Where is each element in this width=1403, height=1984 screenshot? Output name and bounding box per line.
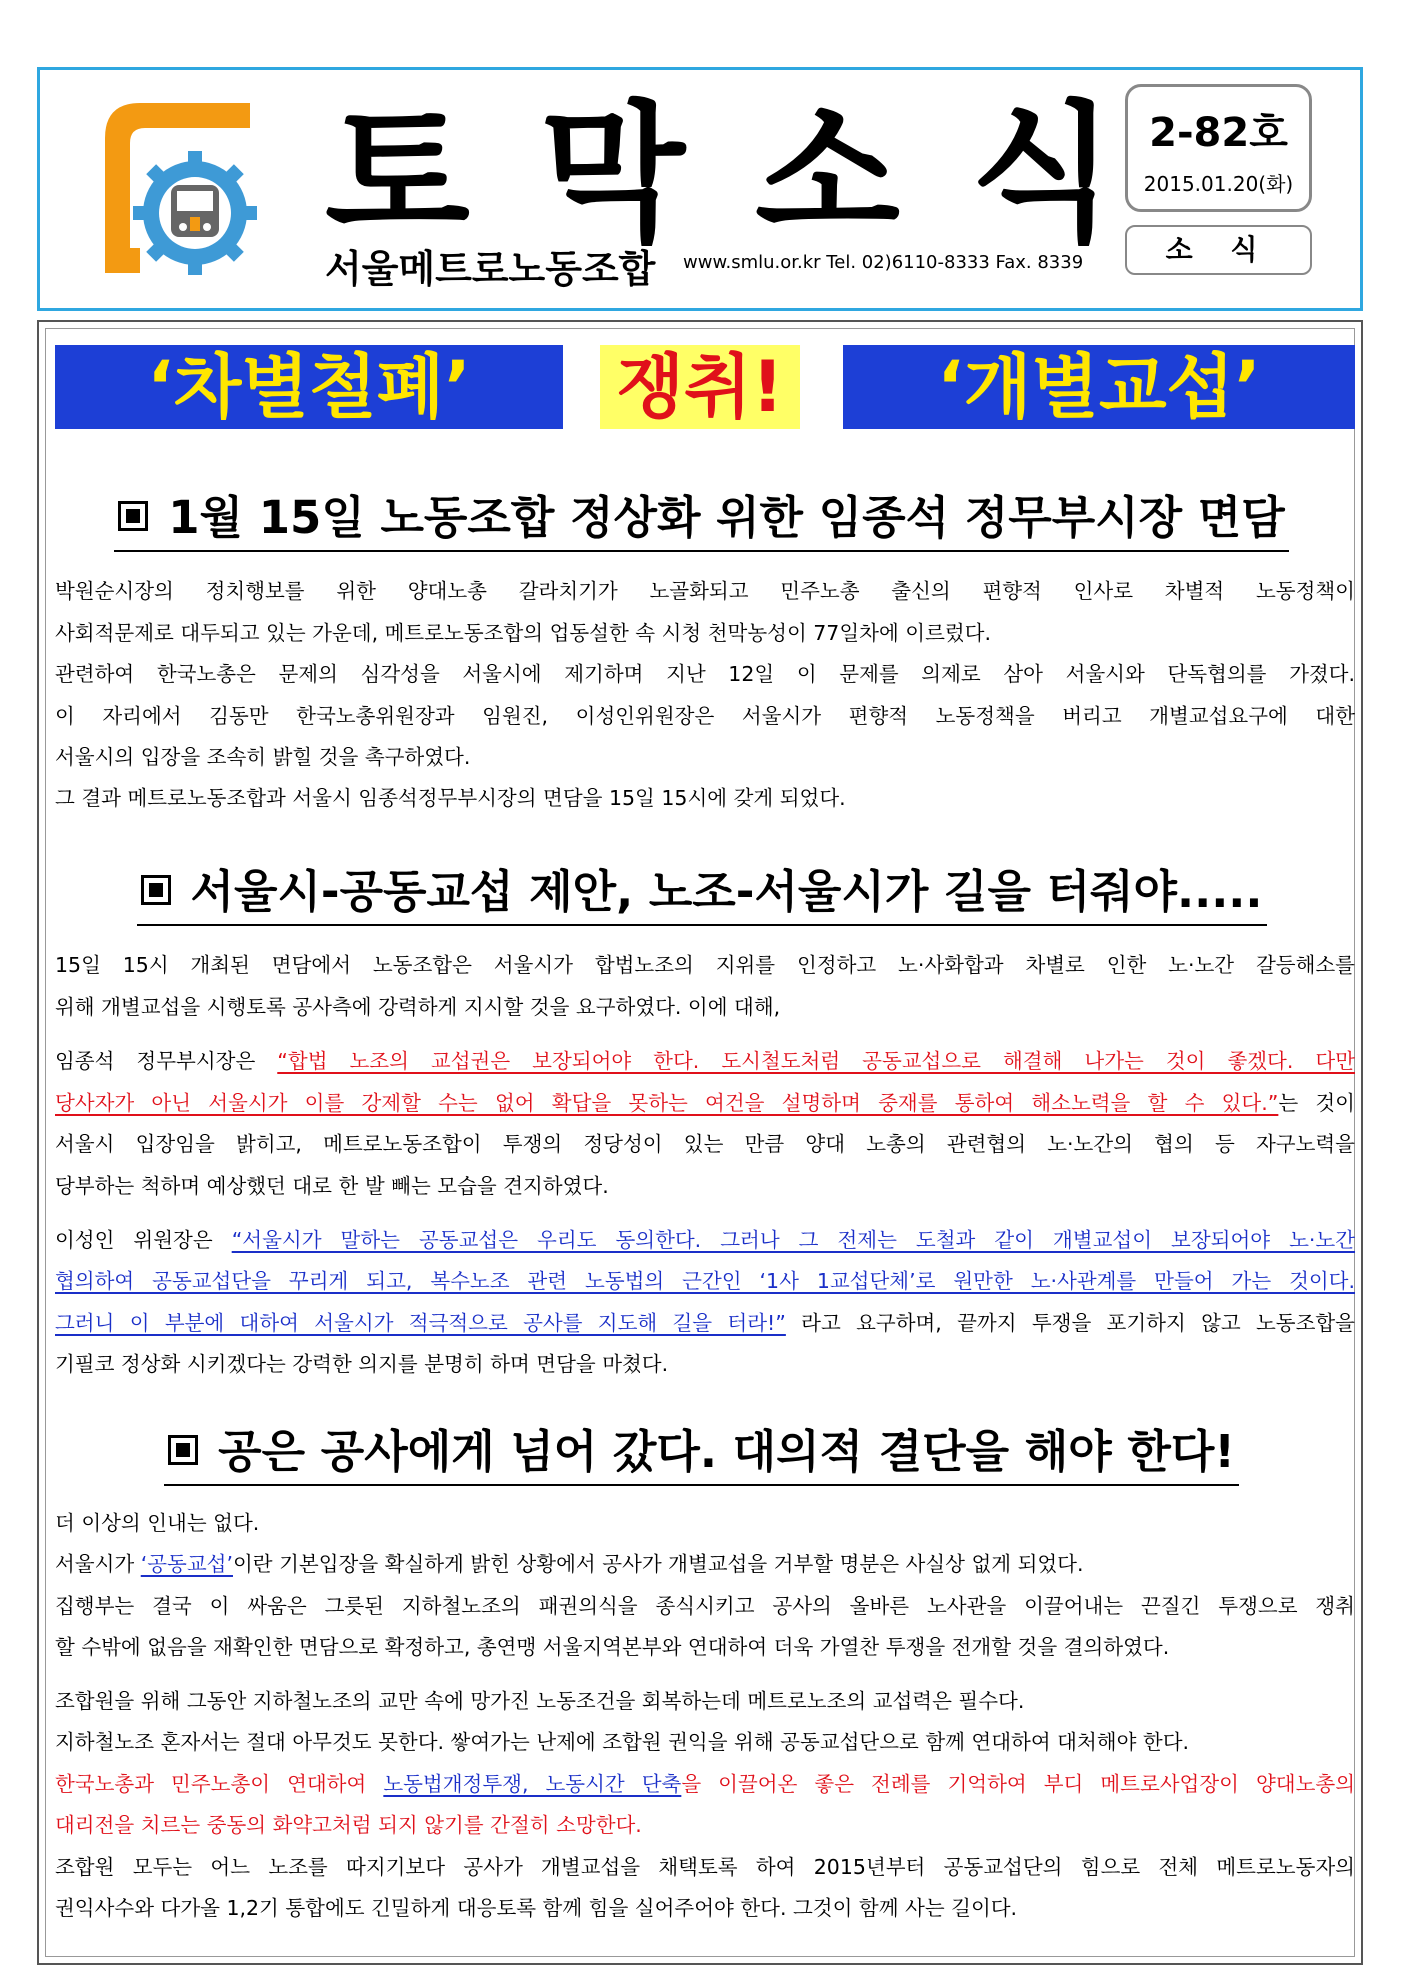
banner-middle: 쟁취! [600,345,800,429]
section3-line: 집행부는 결국 이 싸움은 그릇된 지하철노조의 패권의식을 종식시키고 공사의 올바른 노사관을 이끌어내는 끈질긴 투쟁으로 쟁취 [55,1594,1355,1618]
section3-line: 권익사수와 다가올 1,2기 통합에도 긴밀하게 대응토록 함께 힘을 실어주어야 한다. 그것이 함께 사는 길이다. [55,1896,1018,1920]
section2-quote-line: 임종석 정무부시장은 “합법 노조의 교섭권은 보장되어야 한다. 도시철도처럼 공동교섭으로 해결해 나가는 것이 좋겠다. 다만 [55,1049,1355,1073]
section3-line: 더 이상의 인내는 없다. [55,1511,260,1535]
subway-gear-logo-icon [100,98,260,288]
section2-quote-line: 당사자가 아닌 서울시가 이를 강제할 수는 없어 확답을 못하는 여건을 설명하며 중재를 통하여 해소노력을 할 수 있다.”는 것이 [55,1091,1355,1115]
section3-line: 조합원을 위해 그동안 지하철노조의 교만 속에 망가진 노동조건을 회복하는데 메트로노조의 교섭력은 필수다. [55,1689,1025,1713]
section3-line: 서울시가 ‘공동교섭’이란 기본입장을 확실하게 밝힌 상황에서 공사가 개별교섭을 거부할 명분은 사실상 없게 되었다. [55,1552,1084,1576]
section2-line: 서울시 입장임을 밝히고, 메트로노동조합이 투쟁의 정당성이 있는 만큼 양대 노총의 관련협의 노·노간의 협의 등 자구노력을 [55,1132,1355,1156]
title-char: 토 [325,88,470,262]
section1-line: 서울시의 입장을 조속히 밝힐 것을 촉구하였다. [55,745,471,769]
issue-type: 소 식 [1125,225,1312,275]
masthead [37,67,1363,311]
section2-line: 15일 15시 개최된 면담에서 노동조합은 서울시가 합법노조의 지위를 인정하고 노·사화합과 차별로 인한 노·노간 갈등해소를 [55,953,1355,977]
title-char: 소 [755,88,900,262]
section3-line: 지하철노조 혼자서는 절대 아무것도 못한다. 쌓여가는 난제에 조합원 권익을 위해 공동교섭단으로 함께 연대하여 대처해야 한다. [55,1730,1190,1754]
section2-line: 위해 개별교섭을 시행토록 공사측에 강력하게 지시할 것을 요구하였다. 이에 대해, [55,995,781,1019]
square-bullet-icon [141,875,171,905]
section3-line: 할 수밖에 없음을 재확인한 면담으로 확정하고, 총연맹 서울지역본부와 연대하여 더욱 가열찬 투쟁을 전개할 것을 결의하였다. [55,1635,1170,1659]
section2-heading: 서울시-공동교섭 제안, 노조-서울시가 길을 터줘야..... [0,862,1403,926]
section1-line: 이 자리에서 김동만 한국노총위원장과 임원진, 이성인위원장은 서울시가 편향적 노동정책을 버리고 개별교섭요구에 대한 [55,704,1355,728]
section3-line: 조합원 모두는 어느 노조를 따지기보다 공사가 개별교섭을 채택토록 하여 2015년부터 공동교섭단의 힘으로 전체 메트로노동자의 [55,1855,1355,1879]
section1-line: 관련하여 한국노총은 문제의 심각성을 서울시에 제기하며 지난 12일 이 문제를 의제로 삼아 서울시와 단독협의를 가졌다. [55,662,1355,686]
section3-line: 대리전을 치르는 중동의 화약고처럼 되지 않기를 간절히 소망한다. [55,1813,642,1837]
section1-heading: 1월 15일 노동조합 정상화 위한 임종석 정무부시장 면담 [0,488,1403,552]
title-char: 막 [540,88,685,262]
section2-line: 당부하는 척하며 예상했던 대로 한 발 빼는 모습을 견지하였다. [55,1174,609,1198]
contact-info: www.smlu.or.kr Tel. 02)6110-8333 Fax. 8339 [683,252,1084,273]
issue-date: 2015.01.20(화) [1143,172,1294,196]
section2-quote-line: 그러니 이 부분에 대하여 서울시가 적극적으로 공사를 지도해 길을 터라!” 라고 요구하며, 끝까지 투쟁을 포기하지 않고 노동조합을 [55,1311,1355,1335]
section2-line: 기필코 정상화 시키겠다는 강력한 의지를 분명히 하며 면담을 마쳤다. [55,1352,669,1376]
section1-line: 박원순시장의 정치행보를 위한 양대노총 갈라치기가 노골화되고 민주노총 출신의 편향적 인사로 차별적 노동정책이 [55,579,1355,603]
issue-number: 2-82호 [1149,110,1288,156]
banner-left: ‘차별철폐’ [55,345,563,429]
square-bullet-icon [118,501,148,531]
section3-line: 한국노총과 민주노총이 연대하여 노동법개정투쟁, 노동시간 단축을 이끌어온 좋은 전례를 기억하여 부디 메트로사업장이 양대노총의 [55,1772,1355,1796]
organization-name: 서울메트로노동조합 [325,247,656,291]
section1-line: 사회적문제로 대두되고 있는 가운데, 메트로노동조합의 업동설한 속 시청 천막농성이 77일차에 이르렀다. [55,621,992,645]
section1-line: 그 결과 메트로노동조합과 서울시 임종석정무부시장의 면담을 15일 15시에 갖게 되었다. [55,786,846,810]
title-char: 식 [970,88,1115,262]
newsletter-title [325,90,1115,260]
section2-quote-line: 이성인 위원장은 “서울시가 말하는 공동교섭은 우리도 동의한다. 그러나 그 전제는 도철과 같이 개별교섭이 보장되어야 노·노간 [55,1228,1356,1252]
section3-heading: 공은 공사에게 넘어 갔다. 대의적 결단을 해야 한다! [0,1422,1403,1486]
square-bullet-icon [168,1435,198,1465]
banner-right: ‘개별교섭’ [843,345,1355,429]
issue-box [1125,84,1312,212]
section2-quote-line: 협의하여 공동교섭단을 꾸리게 되고, 복수노조 관련 노동법의 근간인 ‘1사 1교섭단체’로 원만한 노·사관계를 만들어 가는 것이다. [55,1269,1355,1293]
